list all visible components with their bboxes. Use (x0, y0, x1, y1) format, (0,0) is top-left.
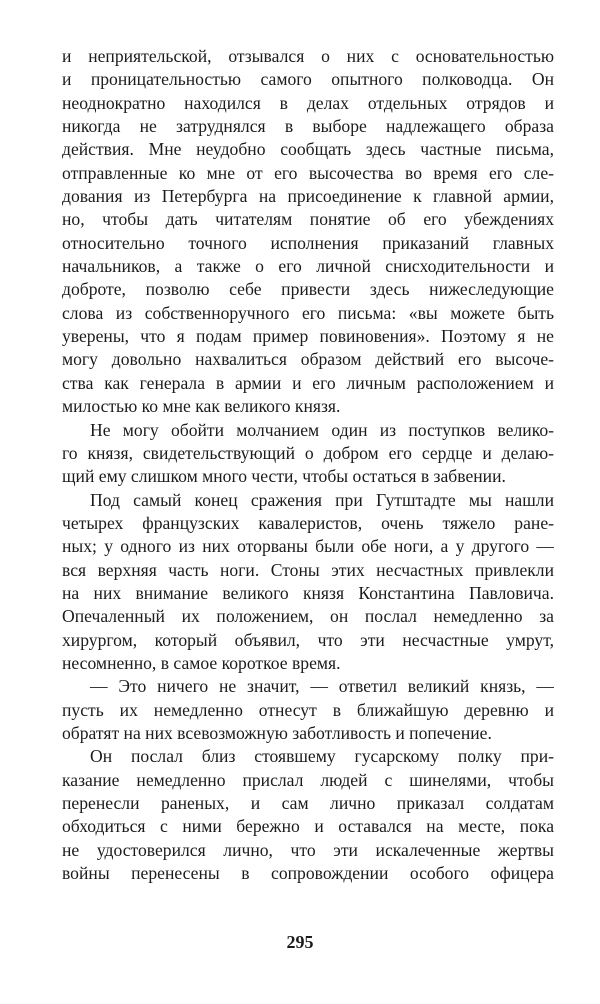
text-line: и проницательностью самого опытного полководца. Он (62, 69, 554, 90)
text-line: войны перенесены в сопровождении особого офицера (62, 863, 554, 884)
text-line: перенесли раненых, и сам лично приказал солдатам (62, 793, 554, 813)
text-line: Опечаленный их положением, он послал немедленно за (62, 606, 554, 627)
text-line: щий ему слишком много чести, чтобы остаться в забвении. (62, 466, 506, 487)
text-line: и неприятельской, отзывался о них с основательностью (62, 46, 554, 66)
text-line: но, чтобы дать читателям понятие об его убеждениях (62, 209, 554, 230)
text-line: относительно точного исполнения приказаний главных (62, 232, 554, 253)
text-line: действия. Мне неудобно сообщать здесь частные письма, (62, 139, 554, 160)
text-line: хирургом, который объявил, что эти несчастные умрут, (62, 629, 554, 650)
text-line: го князя, свидетельствующий о добром его сердце и делаю- (62, 442, 554, 463)
text-line: обратят на них всевозможную заботливость и попечение. (62, 722, 492, 743)
text-line: пусть их немедленно отнесут в ближайшую деревню и (62, 699, 554, 720)
text-line: милостью ко мне как великого князя. (62, 396, 341, 417)
text-line: Не могу обойти молчанием один из поступков велико- (90, 419, 554, 440)
text-line: ных; у одного из них оторваны были обе ноги, а у другого — (62, 536, 554, 557)
page-number: 295 (286, 932, 314, 952)
text-line: уверены, что я подам пример повиновения». Поэтому я не (62, 326, 554, 347)
text-line: слова из собственноручного его письма: «вы можете быть (62, 302, 554, 323)
text-line: доброте, позволю себе привести здесь нижеследующие (62, 279, 554, 300)
text-line: дования из Петербурга на присоединение к главной армии, (62, 186, 554, 207)
text-line: вся верхняя часть ноги. Стоны этих несчастных привлекли (62, 559, 554, 580)
text-line: несомненно, в самое короткое время. (62, 652, 341, 673)
text-line: могу довольно нахвалиться образом действий его высоче- (62, 349, 554, 370)
text-line: обходиться с ними бережно и оставался на месте, пока (62, 816, 554, 837)
text-line: на них внимание великого князя Константина Павловича. (62, 582, 554, 603)
text-line: — Это ничего не значит, — ответил великий князь, — (90, 676, 554, 697)
text-line: ства как генерала в армии и его личным расположением и (62, 372, 554, 393)
text-line: Он послал близ стоявшему гусарскому полку при- (90, 746, 554, 767)
text-line: отправленные ко мне от его высочества во время его сле- (62, 162, 554, 183)
text-line: четырех французских кавалеристов, очень тяжело ране- (62, 512, 554, 533)
text-line: казание немедленно прислал людей с шинелями, чтобы (62, 769, 554, 790)
text-line: начальников, а также о его личной снисходительности и (62, 256, 554, 277)
text-line: Под самый конец сражения при Гутштадте мы нашли (90, 489, 554, 510)
body-text (62, 45, 554, 885)
text-line: никогда не затруднялся в выборе надлежащего образа (62, 116, 554, 137)
text-line: не удостоверился лично, что эти искалеченные жертвы (62, 839, 554, 860)
text-line: неоднократно находился в делах отдельных отрядов и (62, 92, 554, 113)
